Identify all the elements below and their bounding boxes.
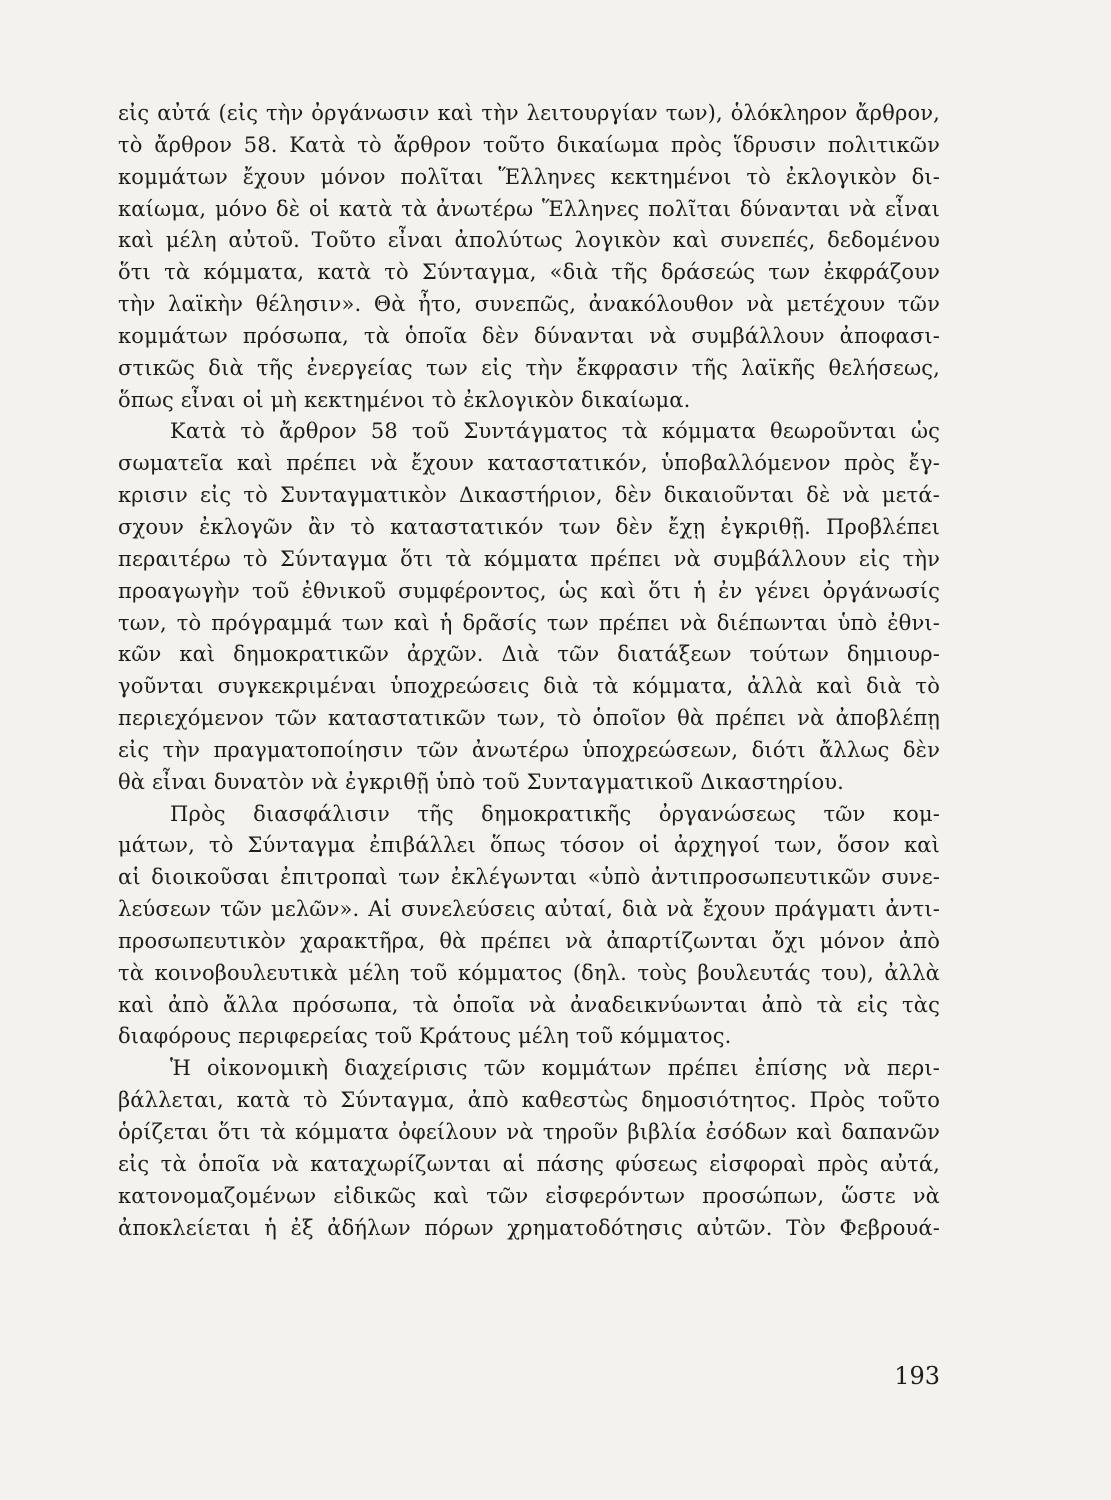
text-line: καὶ μέλη αὐτοῦ. Τοῦτο εἶναι ἀπολύτως λογικὸν καὶ συνεπές, δεδομένου — [118, 228, 940, 253]
text-line: περιεχόμενον τῶν καταστατικῶν των, τὸ ὁποῖον θὰ πρέπει νὰ ἀποβλέπῃ — [118, 706, 940, 731]
text-line: τὴν λαϊκὴν θέλησιν». Θὰ ἦτο, συνεπῶς, ἀνακόλουθον νὰ μετέχουν τῶν — [118, 292, 940, 317]
text-line: ὅτι τὰ κόμματα, κατὰ τὸ Σύνταγμα, «διὰ τῆς δράσεώς των ἐκφράζουν — [118, 260, 940, 285]
paragraph-start-line: Πρὸς διασφάλισιν τῆς δημοκρατικῆς ὀργανώσεως τῶν κομ- — [170, 801, 940, 826]
text-line: σχουν ἐκλογῶν ἂν τὸ καταστατικόν των δὲν ἔχῃ ἐγκριθῇ. Προβλέπει — [118, 514, 940, 539]
text-line: μάτων, τὸ Σύνταγμα ἐπιβάλλει ὅπως τόσον οἱ ἀρχηγοί των, ὅσον καὶ — [118, 833, 940, 858]
text-line: στικῶς διὰ τῆς ἐνεργείας των εἰς τὴν ἔκφρασιν τῆς λαϊκῆς θελήσεως, — [118, 355, 940, 380]
text-line: σωματεῖα καὶ πρέπει νὰ ἔχουν καταστατικόν, ὑποβαλλόμενον πρὸς ἔγ- — [118, 451, 940, 476]
text-line: καίωμα, μόνο δὲ οἱ κατὰ τὰ ἀνωτέρω Ἕλληνες πολῖται δύνανται νὰ εἶναι — [118, 196, 940, 221]
text-line: εἰς τὰ ὁποῖα νὰ καταχωρίζωνται αἱ πάσης φύσεως εἰσφοραὶ πρὸς αὐτά, — [118, 1151, 940, 1176]
page-number: 193 — [894, 1362, 940, 1390]
paragraph-start-line: Ἡ οἰκονομικὴ διαχείρισις τῶν κομμάτων πρέπει ἐπίσης νὰ περι- — [170, 1056, 940, 1081]
text-line: εἰς αὐτά (εἰς τὴν ὀργάνωσιν καὶ τὴν λειτουργίαν των), ὁλόκληρον ἄρθρον, — [118, 101, 940, 125]
text-line: βάλλεται, κατὰ τὸ Σύνταγμα, ἀπὸ καθεστὼς δημοσιότητος. Πρὸς τοῦτο — [118, 1088, 940, 1113]
text-line: καὶ ἀπὸ ἄλλα πρόσωπα, τὰ ὁποῖα νὰ ἀναδεικνύωνται ἀπὸ τὰ εἰς τὰς — [118, 992, 940, 1017]
text-line: διαφόρους περιφερείας τοῦ Κράτους μέλη τοῦ κόμματος. — [118, 1024, 732, 1049]
text-line: τὸ ἄρθρον 58. Κατὰ τὸ ἄρθρον τοῦτο δικαίωμα πρὸς ἵδρυσιν πολιτικῶν — [118, 132, 940, 157]
text-line: προαγωγὴν τοῦ ἐθνικοῦ συμφέροντος, ὡς καὶ ὅτι ἡ ἐν γένει ὀργάνωσίς — [118, 578, 940, 603]
text-line: περαιτέρω τὸ Σύνταγμα ὅτι τὰ κόμματα πρέπει νὰ συμβάλλουν εἰς τὴν — [118, 546, 940, 571]
text-line: λεύσεων τῶν μελῶν». Αἱ συνελεύσεις αὐταί, διὰ νὰ ἔχουν πράγματι ἀντι- — [118, 897, 940, 922]
text-line: αἱ διοικοῦσαι ἐπιτροπαὶ των ἐκλέγωνται «ὑπὸ ἀντιπροσωπευτικῶν συνε- — [118, 865, 940, 890]
text-line: κατονομαζομένων εἰδικῶς καὶ τῶν εἰσφερόντων προσώπων, ὥστε νὰ — [118, 1183, 940, 1208]
body-text — [118, 98, 940, 1244]
text-line: κομμάτων ἔχουν μόνον πολῖται Ἕλληνες κεκτημένοι τὸ ἐκλογικὸν δι- — [118, 164, 940, 189]
paragraph-start-line: Κατὰ τὸ ἄρθρον 58 τοῦ Συντάγματος τὰ κόμματα θεωροῦνται ὡς — [170, 419, 940, 444]
text-line: ὅπως εἶναι οἱ μὴ κεκτημένοι τὸ ἐκλογικὸν δικαίωμα. — [118, 387, 691, 412]
text-line: κῶν καὶ δημοκρατικῶν ἀρχῶν. Διὰ τῶν διατάξεων τούτων δημιουρ- — [118, 642, 940, 667]
text-line: των, τὸ πρόγραμμά των καὶ ἡ δρᾶσίς των πρέπει νὰ διέπωνται ὑπὸ ἐθνι- — [118, 610, 940, 635]
text-line: προσωπευτικὸν χαρακτῆρα, θὰ πρέπει νὰ ἀπαρτίζωνται ὄχι μόνον ἀπὸ — [118, 928, 940, 953]
text-line: θὰ εἶναι δυνατὸν νὰ ἐγκριθῇ ὑπὸ τοῦ Συνταγματικοῦ Δικαστηρίου. — [118, 769, 844, 794]
text-line: ὁρίζεται ὅτι τὰ κόμματα ὀφείλουν νὰ τηροῦν βιβλία ἐσόδων καὶ δαπανῶν — [118, 1120, 940, 1144]
text-line: κρισιν εἰς τὸ Συνταγματικὸν Δικαστήριον, δὲν δικαιοῦνται δὲ νὰ μετά- — [118, 483, 940, 508]
text-line: γοῦνται συγκεκριμέναι ὑποχρεώσεις διὰ τὰ κόμματα, ἀλλὰ καὶ διὰ τὸ — [118, 674, 940, 699]
text-line: τὰ κοινοβουλευτικὰ μέλη τοῦ κόμματος (δηλ. τοὺς βουλευτάς του), ἀλλὰ — [118, 960, 940, 985]
text-line: εἰς τὴν πραγματοποίησιν τῶν ἀνωτέρω ὑποχρεώσεων, διότι ἄλλως δὲν — [118, 737, 940, 762]
text-line: ἀποκλείεται ἡ ἐξ ἀδήλων πόρων χρηματοδότησις αὐτῶν. Τὸν Φεβρουά- — [118, 1215, 940, 1240]
text-line: κομμάτων πρόσωπα, τὰ ὁποῖα δὲν δύνανται νὰ συμβάλλουν ἀποφασι- — [118, 323, 940, 348]
